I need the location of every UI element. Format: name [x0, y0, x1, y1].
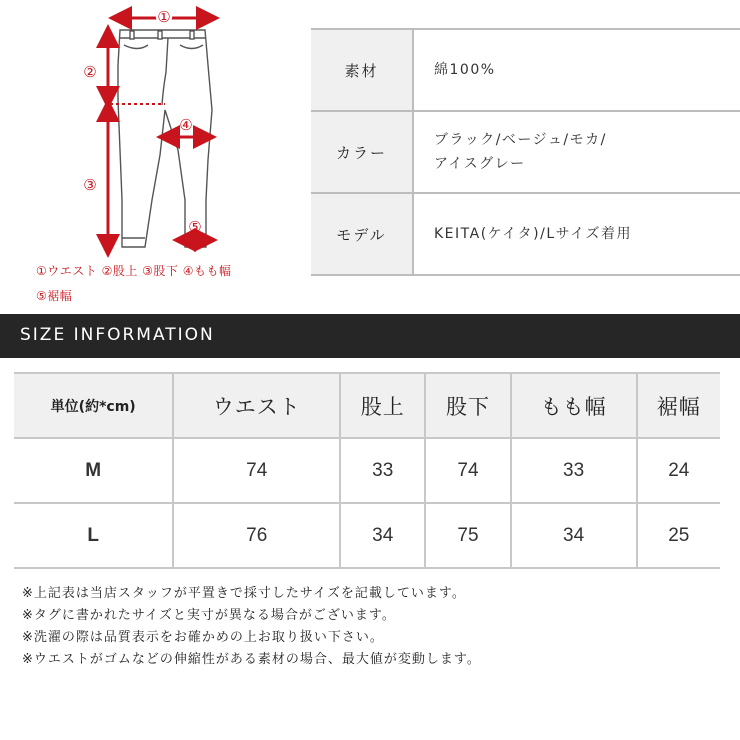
table-cell: 33: [340, 438, 425, 503]
spec-value-line: KEITA(ケイタ)/Lサイズ着用: [434, 226, 633, 242]
header-unit: 単位(約*cm): [14, 373, 173, 438]
product-spec-table: [311, 28, 740, 276]
measurement-legend-2: ⑤裾幅: [36, 289, 73, 303]
marker-waist: ①: [157, 8, 171, 26]
pants-measurement-diagram: [0, 0, 300, 310]
header-rise: 股上: [340, 373, 425, 438]
table-cell: 34: [511, 503, 637, 568]
marker-hem: ⑤: [188, 218, 202, 236]
header-waist: ウエスト: [173, 373, 340, 438]
marker-rise: ②: [83, 63, 97, 81]
pants-illustration: [0, 0, 300, 260]
size-table-header-row: [14, 373, 720, 438]
table-cell: 25: [637, 503, 720, 568]
banner-title: SIZE INFORMATION: [20, 325, 215, 345]
table-cell: 75: [425, 503, 510, 568]
size-information-banner: [0, 314, 740, 358]
note-item: ※上記表は当店スタッフが平置きで採寸したサイズを記載しています。: [22, 586, 466, 601]
table-cell: 74: [173, 438, 340, 503]
header-thigh: もも幅: [511, 373, 637, 438]
spec-row-color: [311, 111, 740, 193]
spec-label-color: カラー: [311, 111, 413, 193]
spec-value-model: [413, 193, 740, 275]
measurement-legend-1: ①ウエスト ②股上 ③股下 ④もも幅: [36, 264, 232, 278]
notes-list: [22, 583, 722, 671]
note-item: ※タグに書かれたサイズと実寸が異なる場合がございます。: [22, 608, 396, 623]
spec-row-material: [311, 29, 740, 111]
table-cell: 34: [340, 503, 425, 568]
table-row: [14, 503, 720, 568]
header-hem: 裾幅: [637, 373, 720, 438]
spec-label-material: 素材: [311, 29, 413, 111]
note-item: ※ウエストがゴムなどの伸縮性がある素材の場合、最大値が変動します。: [22, 652, 481, 667]
table-cell: 76: [173, 503, 340, 568]
spec-label-model: モデル: [311, 193, 413, 275]
table-cell: 24: [637, 438, 720, 503]
spec-value-color: [413, 111, 740, 193]
spec-value-line: 綿100%: [434, 62, 496, 78]
table-row: [14, 438, 720, 503]
table-cell: 33: [511, 438, 637, 503]
note-item: ※洗濯の際は品質表示をお確かめの上お取り扱い下さい。: [22, 630, 384, 645]
table-cell: 74: [425, 438, 510, 503]
size-table: [14, 372, 720, 569]
marker-inseam: ③: [83, 176, 97, 194]
spec-value-material: [413, 29, 740, 111]
spec-value-line: ブラック/ベージュ/モカ/: [434, 132, 607, 148]
size-label: L: [14, 503, 173, 568]
spec-value-line: アイスグレー: [434, 156, 526, 172]
size-label: M: [14, 438, 173, 503]
header-inseam: 股下: [425, 373, 510, 438]
marker-thigh: ④: [179, 116, 193, 134]
spec-row-model: [311, 193, 740, 275]
